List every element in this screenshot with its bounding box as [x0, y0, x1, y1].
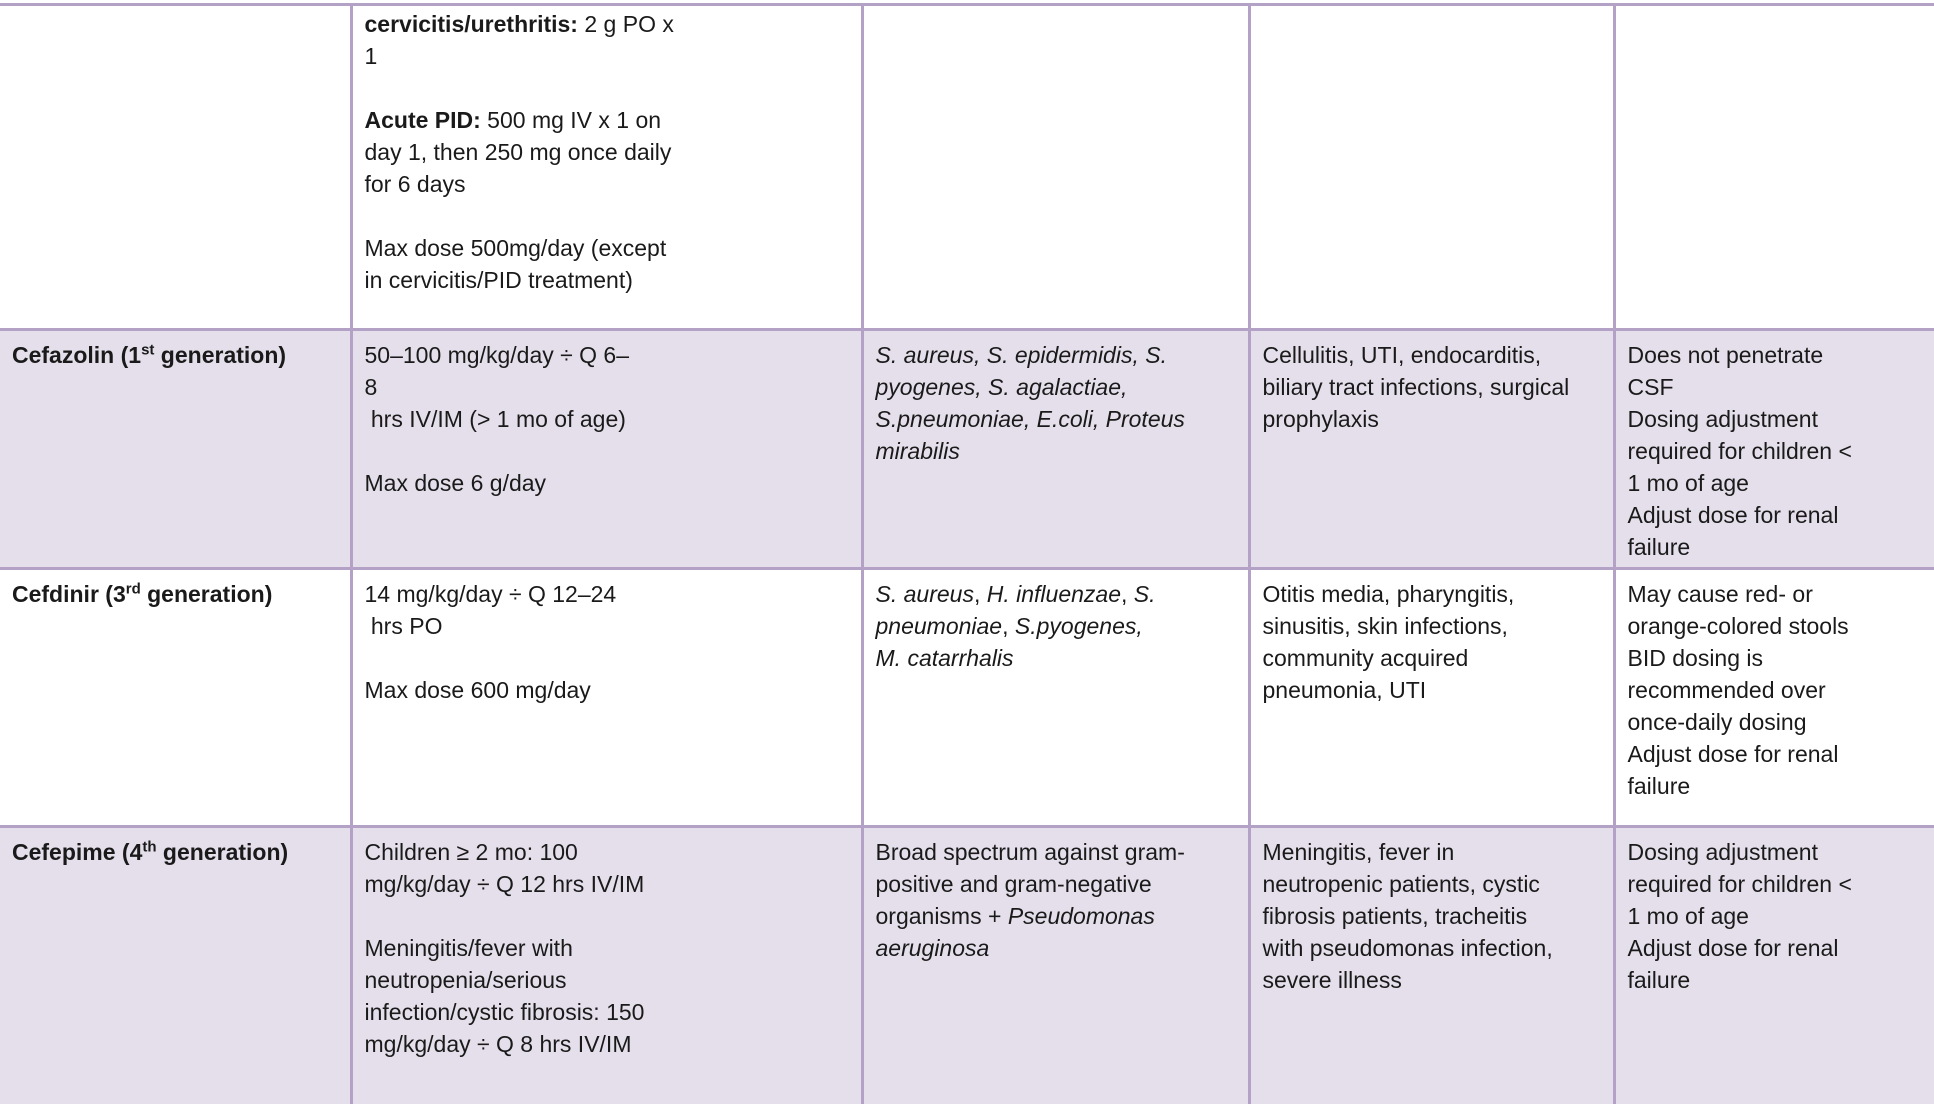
comments-cell [1614, 5, 1934, 330]
table-row [0, 827, 1934, 1104]
dosing-text: hrs IV/IM (> 1 mo of age) [364, 406, 626, 432]
comment-text: Adjust dose for renal failure [1627, 741, 1839, 799]
comment-text: Adjust dose for renal failure [1627, 935, 1839, 993]
dosing-text: 2 g PO x 1 [364, 11, 674, 69]
dosing-text: 8 [364, 374, 378, 400]
dosing-cell [351, 330, 862, 569]
dosing-paragraph: Children ≥ 2 mo: 100 mg/kg/day ÷ Q 12 hrs IV/IM [364, 839, 645, 897]
drug-name: Cefazolin (1st generation) [12, 341, 287, 368]
dosing-text: 14 mg/kg/day ÷ Q 12–24 [364, 581, 617, 607]
dosing-text: 50–100 mg/kg/day ÷ Q 6– [364, 342, 630, 368]
organisms-cell [862, 330, 1249, 569]
max-dose-text: Max dose 6 g/day [364, 470, 547, 496]
dosing-paragraph [365, 104, 681, 200]
comment-text: Dosing adjustment required for children < 1 mo of age [1627, 839, 1852, 929]
organisms-cell [862, 5, 1249, 330]
indications-text: Otitis media, pharyngitis, sinusitis, skin infections, community acquired pneumonia, UTI [1262, 581, 1515, 703]
drug-name-cell [0, 330, 351, 569]
comments-cell [1614, 330, 1934, 569]
drug-name: Cefdinir (3rd generation) [12, 580, 273, 607]
dosing-cell [351, 5, 862, 330]
drug-name-cell [0, 827, 351, 1104]
comment-text: May cause red- or orange-colored stools [1627, 581, 1849, 639]
table-row [0, 5, 1934, 330]
dosing-label: Acute PID: [364, 107, 481, 133]
comments-cell [1614, 827, 1934, 1104]
comment-text: Dosing adjustment required for children < 1 mo of age [1627, 406, 1852, 496]
comment-text: Adjust dose for renal failure [1627, 502, 1839, 560]
drug-name-cell [0, 5, 351, 330]
indications-text: Meningitis, fever in neutropenic patients, cystic fibrosis patients, tracheitis with pseudomonas infection, severe illness [1262, 839, 1553, 993]
dosing-cell [351, 569, 862, 827]
organisms-cell [862, 569, 1249, 827]
dosing-paragraph [365, 232, 681, 296]
organisms-text: S. aureus, H. influenzae, S. pneumoniae, S.pyogenes, M. catarrhalis [875, 581, 1156, 671]
indications-cell [1249, 569, 1614, 827]
dosing-text: 500 mg IV x 1 on day 1, then 250 mg once daily for 6 days [364, 107, 672, 197]
max-dose-text: Max dose 600 mg/day [364, 677, 591, 703]
drug-name-cell [0, 569, 351, 827]
organisms-text: Broad spectrum against gram-positive and gram-negative organisms + Pseudomonas aeruginosa [875, 839, 1185, 961]
indications-text: Cellulitis, UTI, endocarditis, biliary tract infections, surgical prophylaxis [1262, 342, 1570, 432]
dosing-label: cervicitis/urethritis: [364, 11, 578, 37]
organisms-cell [862, 827, 1249, 1104]
dosing-paragraph: Meningitis/fever with neutropenia/serious infection/cystic fibrosis: 150 mg/kg/day ÷ Q 8 hrs IV/IM [364, 935, 645, 1057]
comment-text: BID dosing is recommended over once-daily dosing [1627, 645, 1826, 735]
dosing-paragraph [365, 8, 681, 72]
indications-cell [1249, 330, 1614, 569]
table-row [0, 330, 1934, 569]
dosing-cell [351, 827, 862, 1104]
dosing-text: Max dose 500mg/day (except in cervicitis/PID treatment) [364, 235, 667, 293]
comments-cell [1614, 569, 1934, 827]
indications-cell [1249, 827, 1614, 1104]
table-row [0, 569, 1934, 827]
indications-cell [1249, 5, 1614, 330]
dosing-text: hrs PO [364, 613, 443, 639]
drug-name: Cefepime (4th generation) [12, 838, 289, 865]
antibiotic-dosing-table [0, 3, 1934, 1104]
organisms-text: S. aureus, S. epidermidis, S. pyogenes, S. agalactiae, S.pneumoniae, E.coli, Proteus mirabilis [875, 342, 1185, 464]
comment-text: Does not penetrate CSF [1627, 342, 1824, 400]
